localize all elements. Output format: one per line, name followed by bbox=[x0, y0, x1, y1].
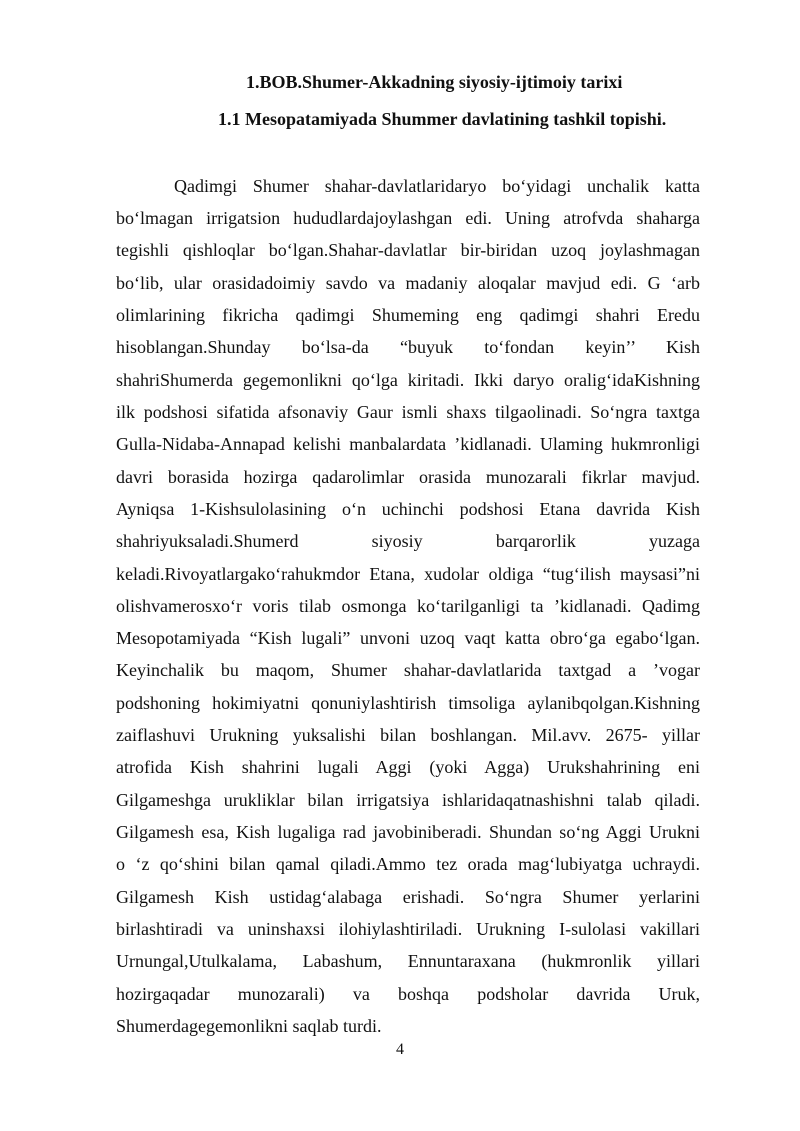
paragraph-line: olimlarining fikricha qadimgi Shumeming eng qadimgi shahri Eredu bbox=[116, 305, 700, 325]
paragraph-line: bo‘lib, ular orasidadoimiy savdo va madaniy aloqalar mavjud edi. G ‘arb bbox=[116, 273, 700, 293]
paragraph-line: ilk podshosi sifatida afsonaviy Gaur ismli shaxs tilgaolinadi. So‘ngra taxtga bbox=[116, 402, 700, 422]
paragraph-line: Mesopotamiyada “Kish lugali” unvoni uzoq vaqt katta obro‘ga egabo‘lgan. bbox=[116, 628, 700, 648]
paragraph-line: Urnungal,Utulkalama, Labashum, Ennuntaraxana (hukmronlik yillari bbox=[116, 951, 700, 971]
paragraph-line: o ‘z qo‘shini bilan qamal qiladi.Ammo tez orada mag‘lubiyatga uchraydi. bbox=[116, 854, 700, 874]
paragraph-line: Keyinchalik bu maqom, Shumer shahar-davlatlarida taxtgad a ’vogar bbox=[116, 660, 700, 680]
paragraph-line: Gilgameshga urukliklar bilan irrigatsiya ishlaridaqatnashishni talab qiladi. bbox=[116, 790, 700, 810]
paragraph-line: zaiflashuvi Urukning yuksalishi bilan boshlangan. Mil.avv. 2675- yillar bbox=[116, 725, 700, 745]
paragraph-line: keladi.Rivoyatlargako‘rahukmdor Etana, xudolar oldiga “tug‘ilish maysasi”ni bbox=[116, 564, 700, 584]
paragraph-line: Gilgamesh Kish ustidag‘alabaga erishadi. So‘ngra Shumer yerlarini bbox=[116, 887, 700, 907]
paragraph-line: bo‘lmagan irrigatsion hududlardajoylashgan edi. Uning atrofvda shaharga bbox=[116, 208, 700, 228]
paragraph-line: olishvamerosxo‘r voris tilab osmonga ko‘tarilganligi ta ’kidlanadi. Qadimg bbox=[116, 596, 700, 616]
page-number: 4 bbox=[396, 1041, 404, 1058]
paragraph-line: tegishli qishloqlar bo‘lgan.Shahar-davlatlar bir-biridan uzoq joylashmagan bbox=[116, 240, 700, 260]
paragraph-line: shahriShumerda gegemonlikni qo‘lga kiritadi. Ikki daryo oralig‘idaKishning bbox=[116, 370, 700, 390]
paragraph-line: Gulla-Nidaba-Annapad kelishi manbalardata ’kidlanadi. Ulaming hukmronligi bbox=[116, 434, 700, 454]
paragraph-line: Ayniqsa 1-Kishsulolasining o‘n uchinchi podshosi Etana davrida Kish bbox=[116, 499, 700, 519]
paragraph-line: Gilgamesh esa, Kish lugaliga rad javobiniberadi. Shundan so‘ng Aggi Urukni bbox=[116, 822, 700, 842]
paragraph-line: atrofida Kish shahrini lugali Aggi (yoki Agga) Urukshahrining eni bbox=[116, 757, 700, 777]
chapter-title: 1.BOB.Shumer-Akkadning siyosiy-ijtimoiy tarixi bbox=[246, 72, 623, 92]
paragraph-line: davri borasida hozirga qadarolimlar orasida munozarali fikrlar mavjud. bbox=[116, 467, 700, 487]
paragraph-line: hisoblangan.Shunday bo‘lsa-da “buyuk to‘fondan keyin’’ Kish bbox=[116, 337, 700, 357]
paragraph-line: Shumerdagegemonlikni saqlab turdi. bbox=[116, 1016, 382, 1036]
paragraph-line: Qadimgi Shumer shahar-davlatlaridaryo bo‘yidagi unchalik katta bbox=[174, 176, 700, 196]
paragraph-line: podshoning hokimiyatni qonuniylashtirish timsoliga aylanibqolgan.Kishning bbox=[116, 693, 700, 713]
paragraph-line: shahriyuksaladi.Shumerd siyosiy barqarorlik yuzaga bbox=[116, 531, 700, 551]
paragraph-line: hozirgaqadar munozarali) va boshqa podsholar davrida Uruk, bbox=[116, 984, 700, 1004]
paragraph-line: birlashtiradi va uninshaxsi ilohiylashtiriladi. Urukning I-sulolasi vakillari bbox=[116, 919, 700, 939]
section-title: 1.1 Mesopatamiyada Shummer davlatining tashkil topishi. bbox=[218, 109, 667, 129]
